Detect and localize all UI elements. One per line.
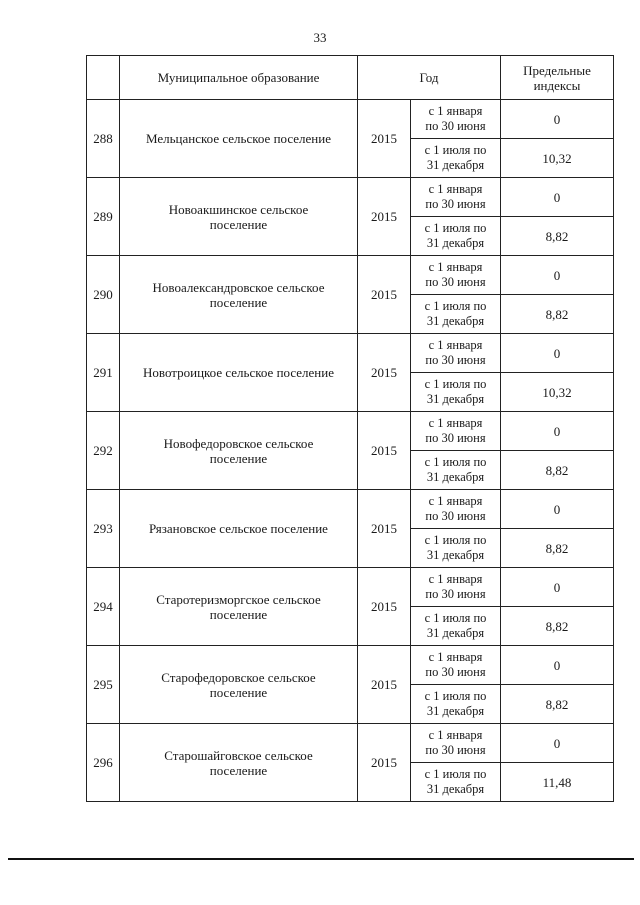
table-header-row xyxy=(87,56,614,100)
index-value: 0 xyxy=(501,256,614,295)
year-cell: 2015 xyxy=(358,568,411,646)
index-value: 0 xyxy=(501,646,614,685)
row-number: 288 xyxy=(87,100,120,178)
municipality-name-line2: поселение xyxy=(209,450,268,466)
row-number: 292 xyxy=(87,412,120,490)
period-line2: по 30 июня xyxy=(425,431,486,445)
municipality-name-line1: Мельцанское сельское поселение xyxy=(145,131,331,146)
period-cell xyxy=(411,490,501,529)
municipality-name-line1: Рязановское сельское поселение xyxy=(149,521,328,536)
period-line2: по 30 июня xyxy=(425,665,486,679)
period-line1: с 1 января xyxy=(428,494,483,508)
period-line2: 31 декабря xyxy=(426,470,485,484)
row-number: 293 xyxy=(87,490,120,568)
row-number: 291 xyxy=(87,334,120,412)
index-value: 8,82 xyxy=(501,607,614,646)
municipality-name xyxy=(120,724,358,802)
period-line2: по 30 июня xyxy=(425,275,486,289)
period-cell xyxy=(411,646,501,685)
period-cell xyxy=(411,607,501,646)
period-line2: 31 декабря xyxy=(426,236,485,250)
period-cell xyxy=(411,412,501,451)
period-cell xyxy=(411,217,501,256)
index-value: 0 xyxy=(501,412,614,451)
row-number: 290 xyxy=(87,256,120,334)
row-number: 294 xyxy=(87,568,120,646)
table-row xyxy=(87,100,614,139)
period-line2: по 30 июня xyxy=(425,743,486,757)
municipality-name xyxy=(120,412,358,490)
period-line2: по 30 июня xyxy=(425,119,486,133)
municipality-name-line2: поселение xyxy=(209,216,268,232)
period-cell xyxy=(411,139,501,178)
municipality-name-line2: поселение xyxy=(209,606,268,622)
row-number: 289 xyxy=(87,178,120,256)
period-line2: 31 декабря xyxy=(426,626,485,640)
table-row xyxy=(87,256,614,295)
table-row xyxy=(87,334,614,373)
year-cell: 2015 xyxy=(358,334,411,412)
municipality-name xyxy=(120,178,358,256)
period-line2: по 30 июня xyxy=(425,587,486,601)
period-cell xyxy=(411,100,501,139)
period-line2: 31 декабря xyxy=(426,782,485,796)
period-line1: с 1 января xyxy=(428,728,483,742)
index-value: 0 xyxy=(501,334,614,373)
period-line2: по 30 июня xyxy=(425,197,486,211)
index-value: 8,82 xyxy=(501,451,614,490)
table-body xyxy=(87,100,614,802)
index-value: 10,32 xyxy=(501,373,614,412)
municipality-name-line1: Новотроицкое сельское поселение xyxy=(143,365,334,380)
period-line2: 31 декабря xyxy=(426,704,485,718)
municipality-name xyxy=(120,646,358,724)
period-line1: с 1 июля по xyxy=(424,767,487,781)
period-cell xyxy=(411,724,501,763)
table-row xyxy=(87,724,614,763)
municipality-name-line1: Старошайговское сельское xyxy=(164,747,313,763)
period-line1: с 1 января xyxy=(428,572,483,586)
period-line1: с 1 января xyxy=(428,650,483,664)
index-value: 8,82 xyxy=(501,685,614,724)
municipality-name-line1: Новоакшинское сельское xyxy=(168,201,309,217)
period-line1: с 1 января xyxy=(428,104,483,118)
municipality-name-line2: поселение xyxy=(209,684,268,700)
period-line2: 31 декабря xyxy=(426,392,485,406)
table-row xyxy=(87,568,614,607)
bottom-rule xyxy=(8,858,634,860)
page-number: 33 xyxy=(313,30,327,45)
tariff-index-table xyxy=(86,55,614,802)
period-line1: с 1 июля по xyxy=(424,221,487,235)
period-line1: с 1 июля по xyxy=(424,299,487,313)
period-cell xyxy=(411,529,501,568)
index-value: 8,82 xyxy=(501,295,614,334)
period-line1: с 1 июля по xyxy=(424,533,487,547)
header-indices-line2: индексы xyxy=(533,77,581,93)
year-cell: 2015 xyxy=(358,256,411,334)
year-cell: 2015 xyxy=(358,646,411,724)
municipality-name-line1: Новоалександровское сельское xyxy=(152,279,325,295)
period-line2: по 30 июня xyxy=(425,509,486,523)
municipality-name-line2: поселение xyxy=(209,762,268,778)
header-indices xyxy=(501,56,614,100)
period-cell xyxy=(411,685,501,724)
period-cell xyxy=(411,373,501,412)
period-line1: с 1 июля по xyxy=(424,377,487,391)
period-line2: 31 декабря xyxy=(426,548,485,562)
index-value: 0 xyxy=(501,178,614,217)
period-cell xyxy=(411,178,501,217)
municipality-name-line1: Новофедоровское сельское xyxy=(163,435,314,451)
period-line2: 31 декабря xyxy=(426,314,485,328)
period-line1: с 1 июля по xyxy=(424,455,487,469)
municipality-name xyxy=(120,568,358,646)
period-cell xyxy=(411,451,501,490)
year-cell: 2015 xyxy=(358,100,411,178)
municipality-name-line2: поселение xyxy=(209,294,268,310)
period-cell xyxy=(411,568,501,607)
header-number xyxy=(87,56,120,100)
year-cell: 2015 xyxy=(358,412,411,490)
index-value: 0 xyxy=(501,568,614,607)
year-cell: 2015 xyxy=(358,724,411,802)
index-value: 10,32 xyxy=(501,139,614,178)
table-row xyxy=(87,646,614,685)
header-year: Год xyxy=(358,56,501,100)
municipality-name-line1: Старотеризморгское сельское xyxy=(156,591,321,607)
row-number: 295 xyxy=(87,646,120,724)
period-line1: с 1 января xyxy=(428,260,483,274)
table-row xyxy=(87,178,614,217)
index-value: 8,82 xyxy=(501,529,614,568)
period-cell xyxy=(411,256,501,295)
period-line1: с 1 июля по xyxy=(424,689,487,703)
period-cell xyxy=(411,763,501,802)
period-line2: по 30 июня xyxy=(425,353,486,367)
header-indices-line1: Предельные xyxy=(523,62,591,78)
header-municipality: Муниципальное образование xyxy=(120,56,358,100)
index-value: 0 xyxy=(501,490,614,529)
municipality-name xyxy=(120,490,358,568)
year-cell: 2015 xyxy=(358,178,411,256)
index-value: 0 xyxy=(501,100,614,139)
period-cell xyxy=(411,295,501,334)
year-cell: 2015 xyxy=(358,490,411,568)
municipality-name-line1: Старофедоровское сельское xyxy=(161,669,316,685)
period-line1: с 1 января xyxy=(428,416,483,430)
municipality-name xyxy=(120,256,358,334)
index-value: 8,82 xyxy=(501,217,614,256)
period-cell xyxy=(411,334,501,373)
period-line1: с 1 июля по xyxy=(424,611,487,625)
index-value: 11,48 xyxy=(501,763,614,802)
table-row xyxy=(87,412,614,451)
period-line1: с 1 января xyxy=(428,338,483,352)
municipality-name xyxy=(120,334,358,412)
period-line1: с 1 июля по xyxy=(424,143,487,157)
period-line1: с 1 января xyxy=(428,182,483,196)
index-value: 0 xyxy=(501,724,614,763)
table-row xyxy=(87,490,614,529)
period-line2: 31 декабря xyxy=(426,158,485,172)
municipality-name xyxy=(120,100,358,178)
row-number: 296 xyxy=(87,724,120,802)
